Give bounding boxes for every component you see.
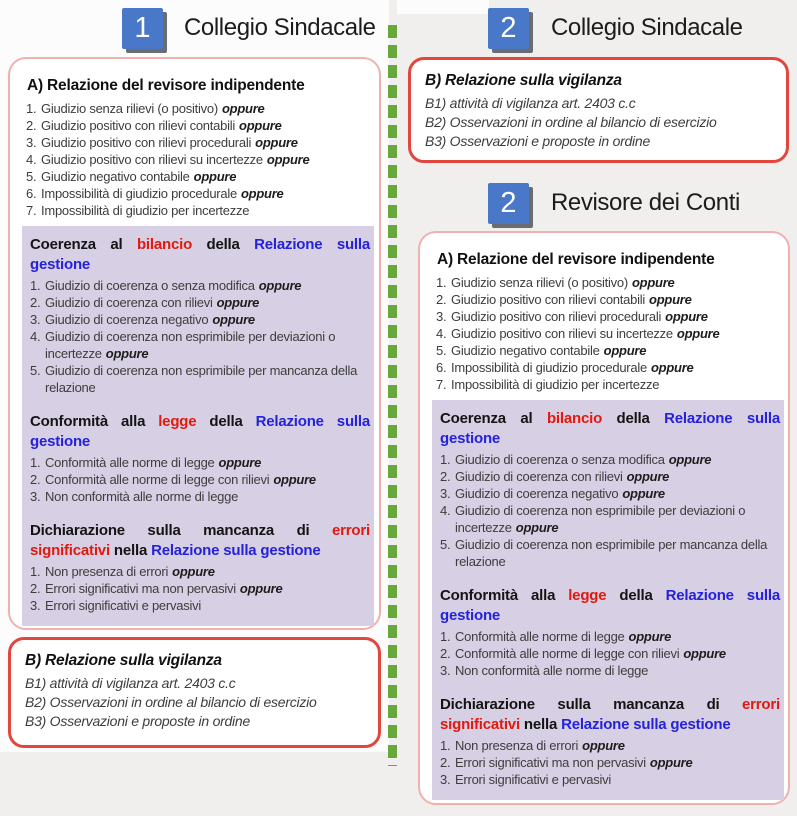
- badge-number-2-bottom: 2: [488, 183, 529, 224]
- report-b-list: [23, 674, 366, 731]
- heading-part: della: [606, 587, 666, 604]
- item-text: Conformità alle norme di legge: [45, 455, 215, 470]
- item-oppure: oppure: [258, 278, 302, 293]
- section-list: [30, 454, 374, 505]
- item-text: Giudizio di coerenza con rilievi: [45, 295, 213, 310]
- list-item: [26, 134, 370, 151]
- item-text-wrap: [45, 328, 374, 362]
- item-text: Conformità alle norme di legge: [455, 629, 625, 644]
- item-number: 3.: [440, 663, 451, 678]
- heading-part: bilancio: [136, 236, 193, 253]
- item-text-wrap: [451, 376, 779, 393]
- item-text: Giudizio di coerenza non esprimibile per mancanza della relazione: [455, 537, 768, 569]
- item-oppure: oppure: [266, 152, 310, 167]
- item-text: Impossibilità di giudizio per incertezze: [451, 377, 660, 392]
- report-a-list: [26, 100, 370, 219]
- section-list: [30, 563, 374, 614]
- item-text: Giudizio negativo contabile: [41, 169, 190, 184]
- list-item: [26, 100, 370, 117]
- heading-part: nella: [519, 716, 562, 733]
- item-oppure: oppure: [239, 581, 283, 596]
- item-text-wrap: [41, 185, 370, 202]
- list-item: B3) Osservazioni e proposte in ordine: [425, 133, 650, 149]
- heading-part: Relazione sulla gestione: [440, 410, 781, 447]
- purple-panel-right: [432, 400, 784, 800]
- list-item: [440, 754, 784, 771]
- report-b-box-left: [8, 637, 381, 748]
- heading-part: Conformità alla: [30, 413, 159, 430]
- item-oppure: oppure: [631, 275, 675, 290]
- item-oppure: oppure: [193, 169, 237, 184]
- list-item: B2) Osservazioni in ordine al bilancio di esercizio: [425, 114, 717, 130]
- item-text: Giudizio di coerenza non esprimibile per mancanza della relazione: [45, 363, 358, 395]
- heading-part: legge: [158, 413, 197, 430]
- list-item: [436, 342, 779, 359]
- item-text-wrap: [451, 325, 779, 342]
- item-text-wrap: [41, 134, 370, 151]
- section-dichiarazione: [30, 521, 374, 614]
- item-text: Non conformità alle norme di legge: [455, 663, 649, 678]
- item-text: Impossibilità di giudizio procedurale: [451, 360, 647, 375]
- item-text-wrap: [41, 117, 370, 134]
- item-text-wrap: [451, 308, 779, 325]
- item-text: Giudizio di coerenza negativo: [45, 312, 209, 327]
- heading-part: della: [602, 410, 665, 427]
- item-text: Giudizio positivo con rilievi procedurali: [451, 309, 662, 324]
- list-item: [436, 308, 779, 325]
- list-item: [440, 645, 784, 662]
- section-conformita: [440, 586, 784, 679]
- item-number: 7.: [26, 203, 37, 218]
- item-text-wrap: [45, 580, 374, 597]
- item-number: 4.: [26, 152, 37, 167]
- report-a-box-right: [418, 231, 790, 805]
- badge-number-1: 1: [122, 8, 163, 49]
- item-number: 1.: [30, 278, 41, 293]
- list-item: [26, 185, 370, 202]
- item-text-wrap: [41, 151, 370, 168]
- item-number: 3.: [30, 312, 41, 327]
- item-text: Errori significativi e pervasivi: [45, 598, 201, 613]
- item-number: 1.: [436, 275, 447, 290]
- list-item: [30, 563, 374, 580]
- section-heading: [440, 586, 784, 626]
- item-text-wrap: [45, 311, 374, 328]
- report-a-list: [436, 274, 779, 393]
- heading-part: Coerenza al: [30, 236, 137, 253]
- item-number: 2.: [440, 469, 451, 484]
- item-oppure: oppure: [239, 118, 282, 133]
- item-text-wrap: [451, 274, 779, 291]
- item-text-wrap: [455, 662, 784, 679]
- item-number: 4.: [30, 329, 41, 344]
- item-text: Impossibilità di giudizio procedurale: [41, 186, 237, 201]
- list-item: B1) attività di vigilanza art. 2403 c.c: [25, 675, 236, 691]
- item-text-wrap: [451, 291, 779, 308]
- item-text: Giudizio negativo contabile: [451, 343, 600, 358]
- report-a-title: A) Relazione del revisore indipendente: [437, 251, 715, 268]
- item-text-wrap: [455, 485, 784, 502]
- item-text: Non presenza di errori: [45, 564, 169, 579]
- item-number: 1.: [440, 738, 451, 753]
- item-text: Giudizio di coerenza o senza modifica: [45, 278, 255, 293]
- item-number: 4.: [436, 326, 447, 341]
- report-b-title: B) Relazione sulla vigilanza: [25, 652, 222, 669]
- heading-part: Relazione sulla gestione: [561, 716, 731, 733]
- item-oppure: oppure: [212, 312, 255, 327]
- top-white-strip: [397, 0, 489, 14]
- item-text: Giudizio positivo con rilievi su incertezze: [41, 152, 263, 167]
- item-text-wrap: [41, 202, 370, 219]
- list-item: [436, 274, 779, 291]
- item-text-wrap: [455, 536, 784, 570]
- item-text: Non conformità alle norme di legge: [45, 489, 239, 504]
- item-number: 4.: [440, 503, 451, 518]
- item-text-wrap: [455, 468, 784, 485]
- title-collegio-sindacale-left: Collegio Sindacale: [184, 14, 376, 41]
- item-number: 5.: [436, 343, 447, 358]
- list-item: [30, 328, 374, 362]
- report-a-title: A) Relazione del revisore indipendente: [27, 77, 305, 94]
- item-number: 1.: [30, 564, 41, 579]
- item-text-wrap: [451, 342, 779, 359]
- item-text-wrap: [455, 628, 784, 645]
- list-item: [440, 771, 784, 788]
- item-oppure: oppure: [582, 738, 625, 753]
- item-text: Giudizio positivo con rilievi contabili: [41, 118, 236, 133]
- item-oppure: oppure: [273, 472, 316, 487]
- purple-panel-left: [22, 226, 374, 626]
- item-text: Errori significativi e pervasivi: [455, 772, 611, 787]
- item-text-wrap: [45, 563, 374, 580]
- item-text: Giudizio di coerenza non esprimibile per deviazioni o incertezze: [455, 503, 746, 535]
- item-number: 5.: [26, 169, 37, 184]
- heading-part: nella: [109, 542, 152, 559]
- list-item: [30, 362, 374, 396]
- item-oppure: oppure: [603, 343, 647, 358]
- item-number: 2.: [440, 646, 451, 661]
- list-item: [30, 471, 374, 488]
- item-oppure: oppure: [649, 292, 692, 307]
- item-text: Giudizio di coerenza con rilievi: [455, 469, 623, 484]
- item-oppure: oppure: [649, 755, 693, 770]
- item-number: 3.: [30, 489, 41, 504]
- item-oppure: oppure: [172, 564, 215, 579]
- item-number: 2.: [440, 755, 451, 770]
- report-a-box-left: [8, 57, 381, 630]
- heading-part: della: [196, 413, 256, 430]
- list-item: B3) Osservazioni e proposte in ordine: [25, 713, 250, 729]
- list-item: [436, 325, 779, 342]
- item-oppure: oppure: [255, 135, 298, 150]
- item-number: 3.: [30, 598, 41, 613]
- item-oppure: oppure: [221, 101, 265, 116]
- item-text-wrap: [45, 277, 374, 294]
- item-number: 1.: [30, 455, 41, 470]
- list-item: B2) Osservazioni in ordine al bilancio di esercizio: [25, 694, 317, 710]
- item-text: Giudizio di coerenza o senza modifica: [455, 452, 665, 467]
- report-b-box-right: [408, 57, 789, 163]
- item-number: 6.: [436, 360, 447, 375]
- heading-part: della: [192, 236, 255, 253]
- item-text: Conformità alle norme di legge con rilievi: [45, 472, 270, 487]
- item-text-wrap: [455, 645, 784, 662]
- list-item: [30, 311, 374, 328]
- list-item: [26, 202, 370, 219]
- list-item: [440, 502, 784, 536]
- section-conformita: [30, 412, 374, 505]
- heading-part: Relazione sulla gestione: [440, 587, 780, 624]
- item-oppure: oppure: [683, 646, 726, 661]
- item-number: 3.: [440, 772, 451, 787]
- item-oppure: oppure: [628, 629, 672, 644]
- section-coerenza: [30, 235, 374, 396]
- item-text: Giudizio di coerenza negativo: [455, 486, 619, 501]
- list-item: [440, 485, 784, 502]
- section-list: [440, 628, 784, 679]
- list-item: [440, 737, 784, 754]
- list-item: [30, 580, 374, 597]
- item-text: Impossibilità di giudizio per incertezze: [41, 203, 250, 218]
- green-dashed-divider: [388, 25, 397, 766]
- item-oppure: oppure: [676, 326, 720, 341]
- list-item: [436, 291, 779, 308]
- item-text: Giudizio positivo con rilievi contabili: [451, 292, 646, 307]
- list-item: [440, 451, 784, 468]
- item-text-wrap: [455, 771, 784, 788]
- item-text: Giudizio senza rilievi (o positivo): [41, 101, 218, 116]
- badge-number-2-top: 2: [488, 8, 529, 49]
- item-text-wrap: [45, 597, 374, 614]
- heading-part: bilancio: [546, 410, 603, 427]
- section-heading: [30, 235, 374, 275]
- title-revisore-dei-conti: Revisore dei Conti: [551, 189, 740, 216]
- list-item: [30, 597, 374, 614]
- list-item: [436, 359, 779, 376]
- item-number: 1.: [440, 629, 451, 644]
- item-text-wrap: [455, 754, 784, 771]
- item-number: 5.: [440, 537, 451, 552]
- item-oppure: oppure: [218, 455, 262, 470]
- list-item: [30, 454, 374, 471]
- section-heading: [30, 412, 374, 452]
- list-item: [440, 468, 784, 485]
- list-item: [440, 662, 784, 679]
- section-list: [440, 737, 784, 788]
- item-text: Giudizio positivo con rilievi su incertezze: [451, 326, 673, 341]
- list-item: [436, 376, 779, 393]
- report-b-title: B) Relazione sulla vigilanza: [425, 72, 622, 89]
- item-number: 2.: [436, 292, 447, 307]
- section-dichiarazione: [440, 695, 784, 788]
- heading-part: Dichiarazione sulla mancanza di: [30, 522, 332, 539]
- list-item: [26, 168, 370, 185]
- title-collegio-sindacale-right: Collegio Sindacale: [551, 14, 743, 41]
- item-text: Non presenza di errori: [455, 738, 579, 753]
- item-number: 1.: [440, 452, 451, 467]
- item-oppure: oppure: [650, 360, 694, 375]
- item-number: 2.: [30, 295, 41, 310]
- item-oppure: oppure: [668, 452, 712, 467]
- item-oppure: oppure: [105, 346, 149, 361]
- list-item: [440, 628, 784, 645]
- heading-part: Coerenza al: [440, 410, 547, 427]
- section-heading: [440, 695, 784, 735]
- item-text-wrap: [455, 737, 784, 754]
- list-item: [26, 151, 370, 168]
- heading-part: Relazione sulla gestione: [30, 413, 370, 450]
- item-number: 3.: [440, 486, 451, 501]
- list-item: [30, 488, 374, 505]
- item-text-wrap: [45, 488, 374, 505]
- item-number: 6.: [26, 186, 37, 201]
- item-text-wrap: [455, 502, 784, 536]
- list-item: [30, 277, 374, 294]
- section-heading: [30, 521, 374, 561]
- heading-part: Dichiarazione sulla mancanza di: [440, 696, 742, 713]
- item-oppure: oppure: [216, 295, 260, 310]
- heading-part: errori significativi: [30, 522, 370, 559]
- item-oppure: oppure: [665, 309, 708, 324]
- heading-part: Conformità alla: [440, 587, 569, 604]
- item-oppure: oppure: [240, 186, 284, 201]
- section-heading: [440, 409, 784, 449]
- item-text-wrap: [45, 454, 374, 471]
- item-number: 3.: [436, 309, 447, 324]
- heading-part: Relazione sulla gestione: [30, 236, 371, 273]
- list-item: B1) attività di vigilanza art. 2403 c.c: [425, 95, 636, 111]
- item-text-wrap: [455, 451, 784, 468]
- item-text-wrap: [45, 471, 374, 488]
- item-number: 7.: [436, 377, 447, 392]
- section-list: [440, 451, 784, 570]
- item-text: Errori significativi ma non pervasivi: [455, 755, 646, 770]
- item-number: 3.: [26, 135, 37, 150]
- item-number: 2.: [30, 472, 41, 487]
- item-text-wrap: [45, 362, 374, 396]
- item-oppure: oppure: [622, 486, 665, 501]
- item-text: Giudizio di coerenza non esprimibile per deviazioni o incertezze: [45, 329, 336, 361]
- list-item: [30, 294, 374, 311]
- list-item: [440, 536, 784, 570]
- item-text-wrap: [45, 294, 374, 311]
- heading-part: errori significativi: [440, 696, 780, 733]
- item-number: 5.: [30, 363, 41, 378]
- item-number: 2.: [26, 118, 37, 133]
- report-b-list: [423, 94, 774, 151]
- item-text: Giudizio positivo con rilievi procedurali: [41, 135, 252, 150]
- item-text-wrap: [451, 359, 779, 376]
- item-text: Conformità alle norme di legge con rilievi: [455, 646, 680, 661]
- section-coerenza: [440, 409, 784, 570]
- heading-part: legge: [568, 587, 607, 604]
- item-text: Errori significativi ma non pervasivi: [45, 581, 236, 596]
- item-number: 2.: [30, 581, 41, 596]
- item-oppure: oppure: [515, 520, 559, 535]
- item-oppure: oppure: [626, 469, 670, 484]
- item-text-wrap: [41, 168, 370, 185]
- item-text: Giudizio senza rilievi (o positivo): [451, 275, 628, 290]
- section-list: [30, 277, 374, 396]
- heading-part: Relazione sulla gestione: [151, 542, 321, 559]
- item-text-wrap: [41, 100, 370, 117]
- list-item: [26, 117, 370, 134]
- item-number: 1.: [26, 101, 37, 116]
